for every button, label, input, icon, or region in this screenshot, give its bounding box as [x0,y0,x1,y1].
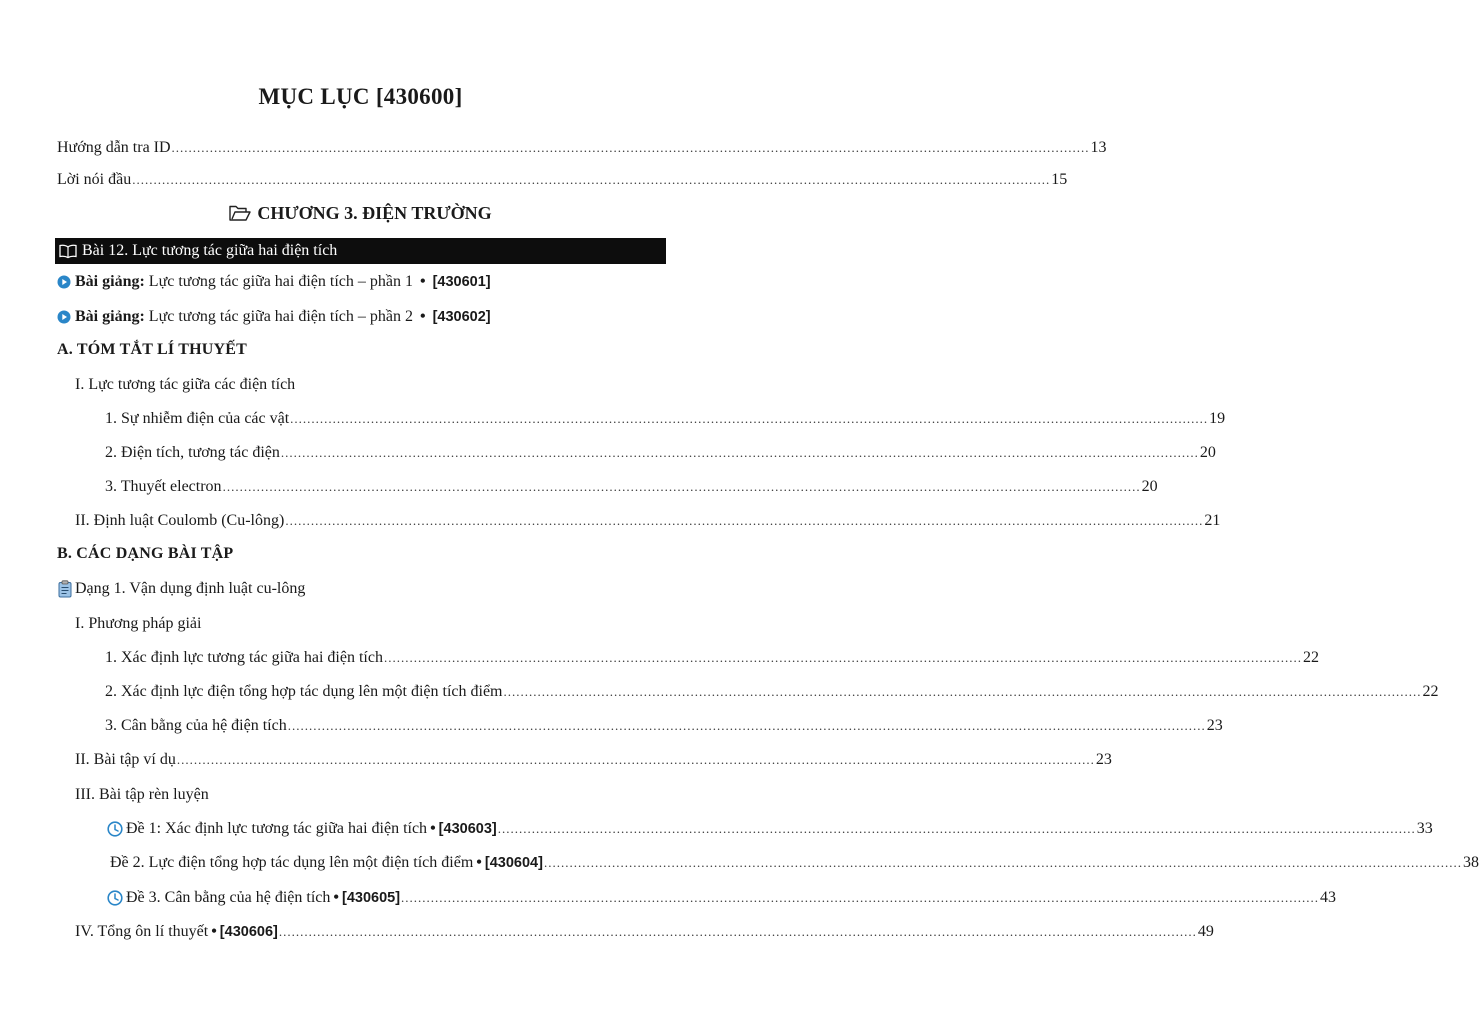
toc-entry-page: 22 [1302,649,1319,666]
toc-entry-page: 19 [1209,410,1226,427]
exercise-type[interactable] [58,580,305,598]
clipboard-icon [58,580,72,598]
toc-entry-label: II. Định luật Coulomb (Cu-lông) [75,512,285,529]
toc-entry-page: 23 [1206,717,1223,734]
toc-entry-label: Hướng dẫn tra ID [57,139,171,156]
toc-entry-page: 15 [1051,171,1068,188]
toc-entry[interactable]: 3. Cân bằng của hệ điện tích ........................................................................................................................................................................................................................ 23 [105,717,1223,734]
play-icon [57,310,71,324]
toc-entry-page: 23 [1095,751,1112,768]
toc-entry-label: 3. Cân bằng của hệ điện tích [105,717,287,734]
toc-entry[interactable]: 2. Xác định lực điện tổng hợp tác dụng lên một điện tích điểm ........................................................................................................................................................................................................................ 22 [105,683,1439,700]
book-icon [59,244,77,258]
chapter-title: CHƯƠNG 3. ĐIỆN TRƯỜNG [257,203,492,223]
lecture-text: Lực tương tác giữa hai điện tích – phần 2 [148,308,413,325]
toc-entry[interactable]: Hướng dẫn tra ID ........................................................................................................................................................................................................................ 13 [57,139,1107,156]
lecture-code: [430601] [432,274,491,290]
section-heading: B. CÁC DẠNG BÀI TẬP [57,545,234,562]
toc-entry-code: [430606] [219,924,278,940]
clock-icon [107,821,123,837]
toc-entry[interactable]: 3. Thuyết electron ........................................................................................................................................................................................................................ 20 [105,478,1158,495]
toc-subheading[interactable]: III. Bài tập rèn luyện [75,786,209,803]
test-code: [430603] [438,821,497,837]
toc-entry-page: 20 [1199,444,1216,461]
toc-entry[interactable]: 1. Xác định lực tương tác giữa hai điện tích ........................................................................................................................................................................................................................ 22 [105,649,1319,666]
test-entry[interactable]: Đề 2. Lực điện tổng hợp tác dụng lên một điện tích điểm • [430604] ........................................................................................................................................................................................................................ 38 [110,854,1479,871]
clock-icon [107,890,123,906]
toc-entry[interactable]: II. Định luật Coulomb (Cu-lông) ........................................................................................................................................................................................................................ 21 [75,512,1221,529]
lecture-key: Bài giảng: [75,308,145,325]
toc-entry-page: 49 [1197,923,1214,940]
test-entry[interactable]: Đề 1: Xác định lực tương tác giữa hai điện tích • [430603] ........................................................................................................................................................................................................................ 33 [107,819,652,839]
test-code: [430605] [341,890,401,906]
lecture-link[interactable]: Bài giảng: Lực tương tác giữa hai điện tích – phần 2 • [430602] [57,307,491,327]
chapter-heading[interactable] [0,203,721,224]
lecture-link[interactable]: Bài giảng: Lực tương tác giữa hai điện tích – phần 1 • [430601] [57,272,491,292]
toc-entry-label: II. Bài tập ví dụ [75,751,176,768]
toc-entry-page: 33 [1416,820,1433,837]
test-entry[interactable]: Đề 3. Cân bằng của hệ điện tích • [430605] ........................................................................................................................................................................................................................ 43 [107,888,652,908]
toc-entry-page: 13 [1090,139,1107,156]
lesson-title: Bài 12. Lực tương tác giữa hai điện tích [82,242,338,259]
toc-entry-label: 3. Thuyết electron [105,478,222,495]
toc-subheading[interactable]: I. Lực tương tác giữa các điện tích [75,376,296,393]
toc-entry-page: 43 [1320,889,1337,906]
lecture-text: Lực tương tác giữa hai điện tích – phần 1 [148,273,413,290]
toc-entry-label: 2. Xác định lực điện tổng hợp tác dụng lên một điện tích điểm [105,683,503,700]
toc-entry-label: 1. Xác định lực tương tác giữa hai điện tích [105,649,383,666]
lecture-code: [430602] [432,309,491,325]
lecture-key: Bài giảng: [75,273,145,290]
toc-entry[interactable]: Lời nói đầu ........................................................................................................................................................................................................................ 15 [57,171,1068,188]
toc-entry-page: 21 [1204,512,1221,529]
toc-entry[interactable]: 1. Sự nhiễm điện của các vật ........................................................................................................................................................................................................................ 19 [105,410,1226,427]
toc-entry-page: 22 [1422,683,1439,700]
toc-entry-label: 1. Sự nhiễm điện của các vật [105,410,290,427]
test-label: Đề 2. Lực điện tổng hợp tác dụng lên một điện tích điểm [110,854,474,871]
toc-entry-label: 2. Điện tích, tương tác điện [105,444,280,461]
toc-entry-label: Lời nói đầu [57,171,132,188]
toc-entry-page: 38 [1462,854,1479,871]
toc-entry[interactable]: 2. Điện tích, tương tác điện ........................................................................................................................................................................................................................ 20 [105,444,1216,461]
test-label: Đề 3. Cân bằng của hệ điện tích [126,889,331,906]
folder-icon [229,205,251,222]
play-icon [57,275,71,289]
test-label: Đề 1: Xác định lực tương tác giữa hai điện tích [126,820,428,837]
toc-entry[interactable]: II. Bài tập ví dụ ........................................................................................................................................................................................................................ 23 [75,751,1112,768]
toc-entry[interactable]: IV. Tổng ôn lí thuyết • [430606] ........................................................................................................................................................................................................................ 49 [75,923,1214,940]
toc-entry-page: 20 [1141,478,1158,495]
test-code: [430604] [484,855,543,871]
section-heading: A. TÓM TẮT LÍ THUYẾT [57,341,247,358]
exercise-type-title: Dạng 1. Vận dụng định luật cu-lông [75,580,306,597]
toc-entry-label: IV. Tổng ôn lí thuyết [75,923,209,940]
toc-subheading[interactable]: I. Phương pháp giải [75,615,202,632]
page-title: MỤC LỤC [430600] [258,84,463,109]
lesson-bar[interactable] [55,238,666,264]
